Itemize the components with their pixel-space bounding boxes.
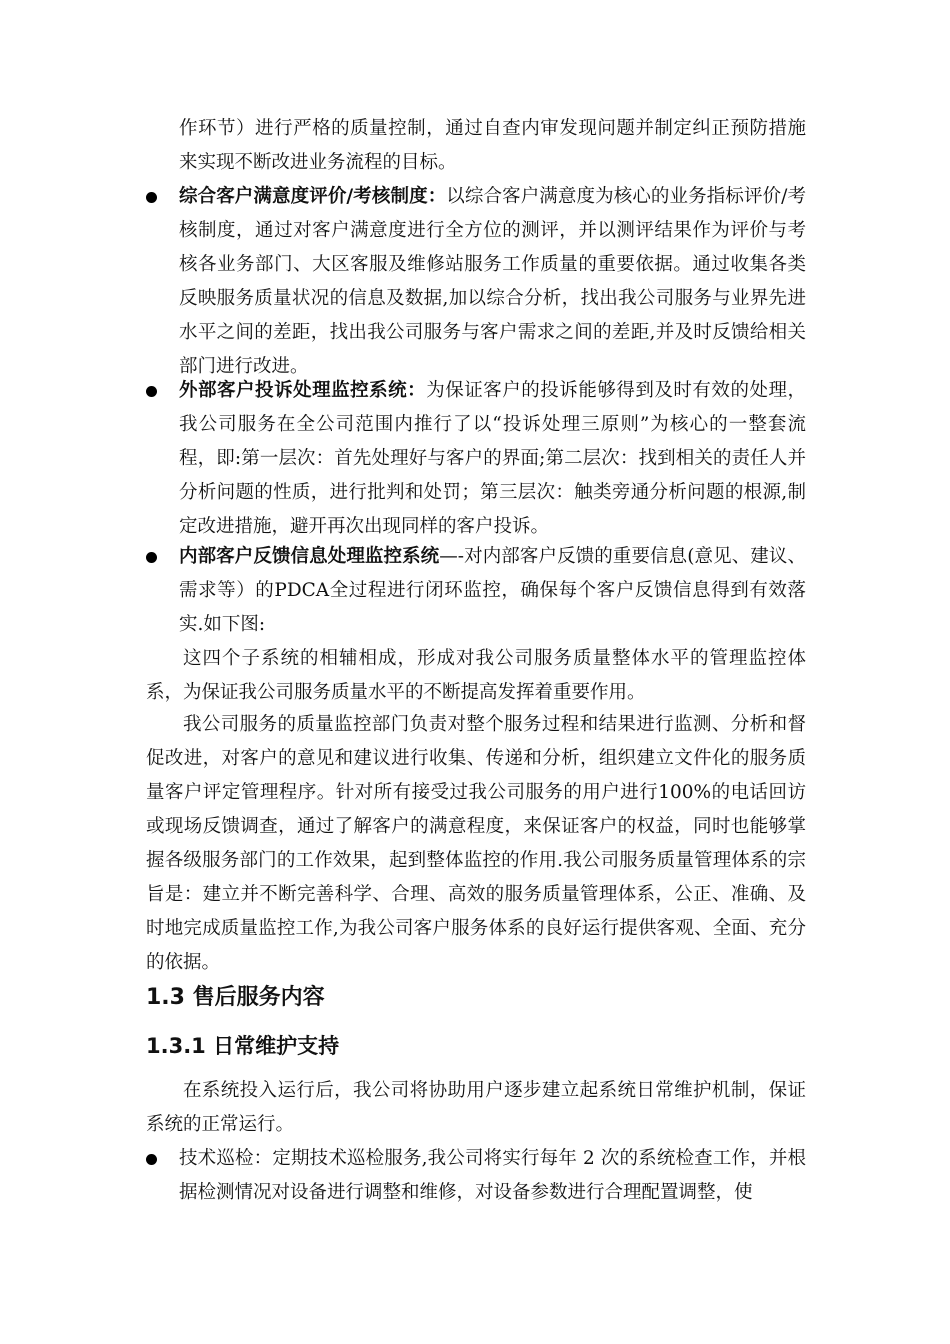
bullet-text: —-对内部客户反馈的重要信息(意见、建议、需求等）的PDCA全过程进行闭环监控，确保每个客户反馈信息得到有效落实.如下图: (179, 546, 806, 635)
paragraph-daily-maintenance: 在系统投入运行后，我公司将协助用户逐步建立起系统日常维护机制，保证系统的正常运行。 (146, 1080, 806, 1135)
paragraph-subsystems: 这四个子系统的相辅相成，形成对我公司服务质量整体水平的管理监控体系，为保证我公司服务质量水平的不断提高发挥着重要作用。 (146, 648, 806, 703)
bullet-text: 技术巡检：定期技术巡检服务,我公司将实行每年 2 次的系统检查工作，并根据检测情况对设备进行调整和维修，对设备参数进行合理配置调整，使 (179, 1148, 806, 1203)
bullet-item-satisfaction (146, 180, 806, 384)
bullet-item-external-complaint (146, 374, 806, 544)
bullet-item-inspection (146, 1142, 806, 1210)
continuation-paragraph: 作环节）进行严格的质量控制，通过自查内审发现问题并制定纠正预防措施来实现不断改进业务流程的目标。 (179, 118, 806, 173)
bullet-item-internal-feedback (146, 540, 806, 642)
bullet-dot-icon (146, 192, 157, 203)
bullet-dot-icon (146, 1154, 157, 1165)
bullet-title: 综合客户满意度评价/考核制度： (179, 186, 447, 207)
bullet-title: 外部客户投诉处理监控系统： (179, 380, 427, 401)
bullet-title: 内部客户反馈信息处理监控系统 (179, 546, 440, 567)
bullet-dot-icon (146, 386, 157, 397)
subsection-heading: 1.3.1 日常维护支持 (146, 1034, 340, 1058)
bullet-text: 以综合客户满意度为核心的业务指标评价/考核制度，通过对客户满意度进行全方位的测评，并以测评结果作为评价与考核各业务部门、大区客服及维修站服务工作质量的重要依据。通过收集各类反映服务质量状况的信息及数据,加以综合分析，找出我公司服务与业界先进水平之间的差距，找出我公司服务与客户需求之间的差距,并及时反馈给相关部门进行改进。 (179, 186, 806, 377)
bullet-text: 为保证客户的投诉能够得到及时有效的处理，我公司服务在全公司范围内推行了以“投诉处理三原则”为核心的一整套流程，即:第一层次：首先处理好与客户的界面;第二层次：找到相关的责任人并分析问题的性质，进行批判和处罚；第三层次：触类旁通分析问题的根源,制定改进措施，避开再次出现同样的客户投诉。 (179, 380, 806, 537)
section-heading: 1.3 售后服务内容 (146, 985, 325, 1010)
bullet-dot-icon (146, 552, 157, 563)
paragraph-quality-monitoring: 我公司服务的质量监控部门负责对整个服务过程和结果进行监测、分析和督促改进，对客户的意见和建议进行收集、传递和分析，组织建立文件化的服务质量客户评定管理程序。针对所有接受过我公司服务的用户进行100%的电话回访或现场反馈调查，通过了解客户的满意程度，来保证客户的权益，同时也能够掌握各级服务部门的工作效果，起到整体监控的作用.我公司服务质量管理体系的宗旨是：建立并不断完善科学、合理、高效的服务质量管理体系，公正、准确、及时地完成质量监控工作,为我公司客户服务体系的良好运行提供客观、全面、充分的依据。 (146, 714, 806, 973)
